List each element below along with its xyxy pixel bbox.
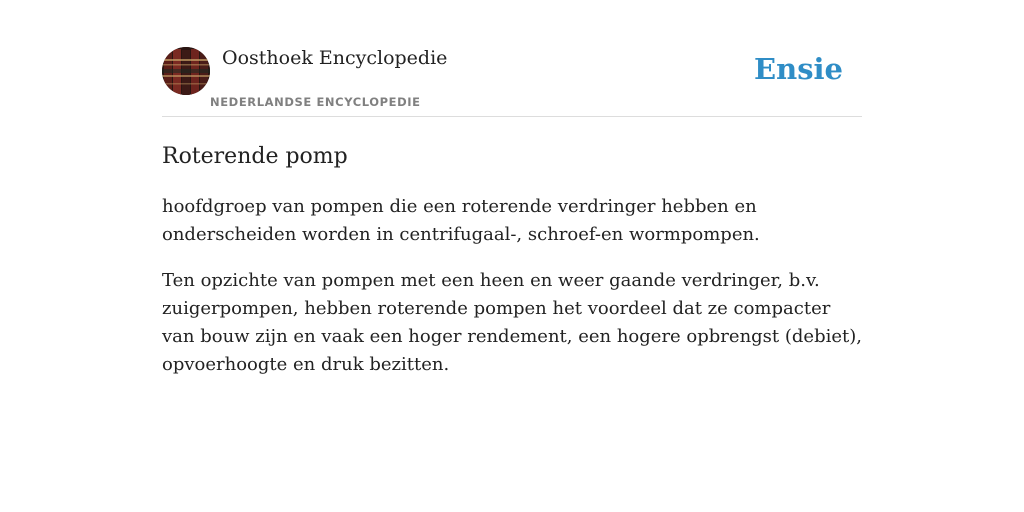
- encyclopedia-books-icon[interactable]: [162, 47, 210, 95]
- site-subtitle: NEDERLANDSE ENCYCLOPEDIE: [210, 95, 421, 109]
- article-header: [162, 44, 862, 117]
- article-title: Roterende pomp: [162, 144, 348, 169]
- article-paragraph: hoofdgroep van pompen die een roterende verdringer hebben en onderscheiden worden in centrifugaal-, schroef-en wormpompen.: [162, 196, 760, 245]
- site-title[interactable]: Oosthoek Encyclopedie: [222, 47, 448, 69]
- brand-logo[interactable]: Ensie: [754, 52, 843, 86]
- article-card: [162, 44, 862, 379]
- article-paragraph: Ten opzichte van pompen met een heen en weer gaande verdringer, b.v. zuigerpompen, hebben roterende pompen het voordeel dat ze compacter van bouw zijn en vaak een hoger rendement, een hogere opbrengst (debiet), opvoerhoogte en druk bezitten.: [162, 270, 862, 375]
